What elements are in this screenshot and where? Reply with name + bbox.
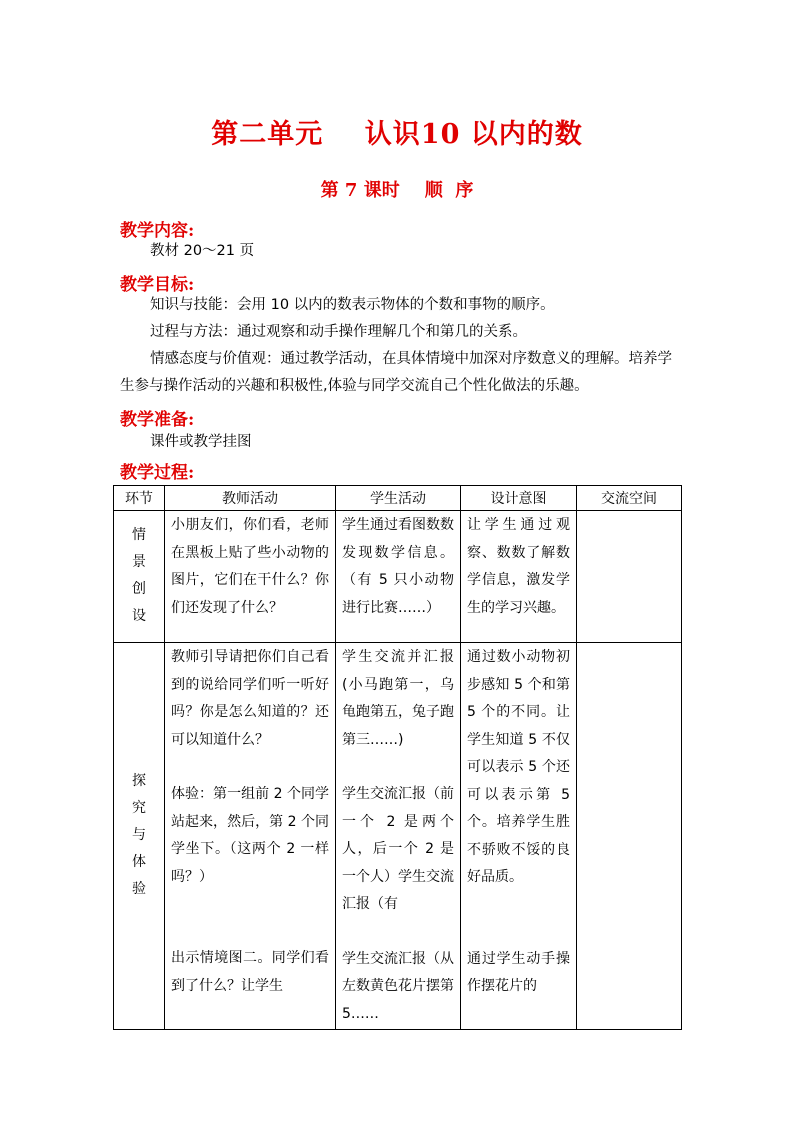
stage-cell xyxy=(114,511,165,643)
design-intent-cell xyxy=(461,511,577,643)
content-heading: 教学内容: xyxy=(120,221,195,241)
teacher-text: 出示情境图二。同学们看到了什么？让学生 xyxy=(171,950,329,994)
goal-knowledge: 知识与技能：会用 10 以内的数表示物体的个数和事物的顺序。 xyxy=(150,297,555,313)
unit-title: 第二单元 认识10 以内的数 xyxy=(211,119,583,150)
intent-text: 通过学生动手操作摆花片的 xyxy=(467,950,570,994)
goals-heading: 教学目标: xyxy=(120,275,195,295)
student-text: 学生交流并汇报(小马跑第一，乌龟跑第五，兔子跑第三……) xyxy=(342,649,454,748)
table-row xyxy=(114,643,682,1030)
student-activity-cell xyxy=(336,643,461,1030)
student-text: 学生交流汇报（前一个 2 是两个人，后一个 2 是一个人）学生交流汇报（有 xyxy=(342,786,454,912)
exchange-space-cell xyxy=(577,643,682,1030)
design-intent-cell xyxy=(461,643,577,1030)
teacher-activity-cell xyxy=(165,511,336,643)
stage-label: 探究与体验 xyxy=(132,773,146,898)
col-header-stage: 环节 xyxy=(114,486,165,511)
prep-text: 课件或教学挂图 xyxy=(150,434,252,450)
exchange-space-cell xyxy=(577,511,682,643)
stage-cell xyxy=(114,643,165,1030)
teacher-text: 体验：第一组前 2 个同学站起来，然后，第 2 个同学坐下。（这两个 2 一样吗？） xyxy=(171,786,329,885)
student-activity-cell xyxy=(336,511,461,643)
teacher-text: 小朋友们，你们看，老师在黑板上贴了些小动物的图片，它们在干什么？你们还发现了什么？ xyxy=(171,517,329,616)
table-header-row xyxy=(114,486,682,511)
col-header-intent: 设计意图 xyxy=(461,486,577,511)
lesson-title: 第 7 课时 顺 序 xyxy=(320,180,474,201)
student-text: 学生通过看图数数发现数学信息。（有 5 只小动物进行比赛……） xyxy=(342,517,454,616)
process-table xyxy=(113,485,682,1030)
content-text: 教材 20～21 页 xyxy=(150,243,255,259)
goal-attitude: 情感态度与价值观：通过教学活动，在具体情境中加深对序数意义的理解。培养学生参与操作活动的兴趣和积极性,体验与同学交流自己个性化做法的乐趣。 xyxy=(120,351,672,394)
intent-text: 通过数小动物初步感知 5 个和第 5 个的不同。让学生知道 5 不仅可以表示 5 个还可以表示第 5 个。培养学生胜不骄败不馁的良好品质。 xyxy=(467,649,570,885)
prep-heading: 教学准备: xyxy=(120,410,195,430)
col-header-student: 学生活动 xyxy=(336,486,461,511)
teacher-text: 教师引导请把你们自己看到的说给同学们听一听好吗？你是怎么知道的？还可以知道什么？ xyxy=(171,649,329,748)
process-heading: 教学过程: xyxy=(120,463,195,483)
col-header-space: 交流空间 xyxy=(577,486,682,511)
teacher-activity-cell xyxy=(165,643,336,1030)
goal-process: 过程与方法：通过观察和动手操作理解几个和第几的关系。 xyxy=(150,324,527,340)
stage-label: 情景创设 xyxy=(132,527,146,625)
intent-text: 让学生通过观察、数数了解数学信息，激发学生的学习兴趣。 xyxy=(467,517,570,616)
table-row xyxy=(114,511,682,643)
col-header-teacher: 教师活动 xyxy=(165,486,336,511)
student-text: 学生交流汇报（从左数黄色花片摆第 5…… xyxy=(342,950,454,1022)
